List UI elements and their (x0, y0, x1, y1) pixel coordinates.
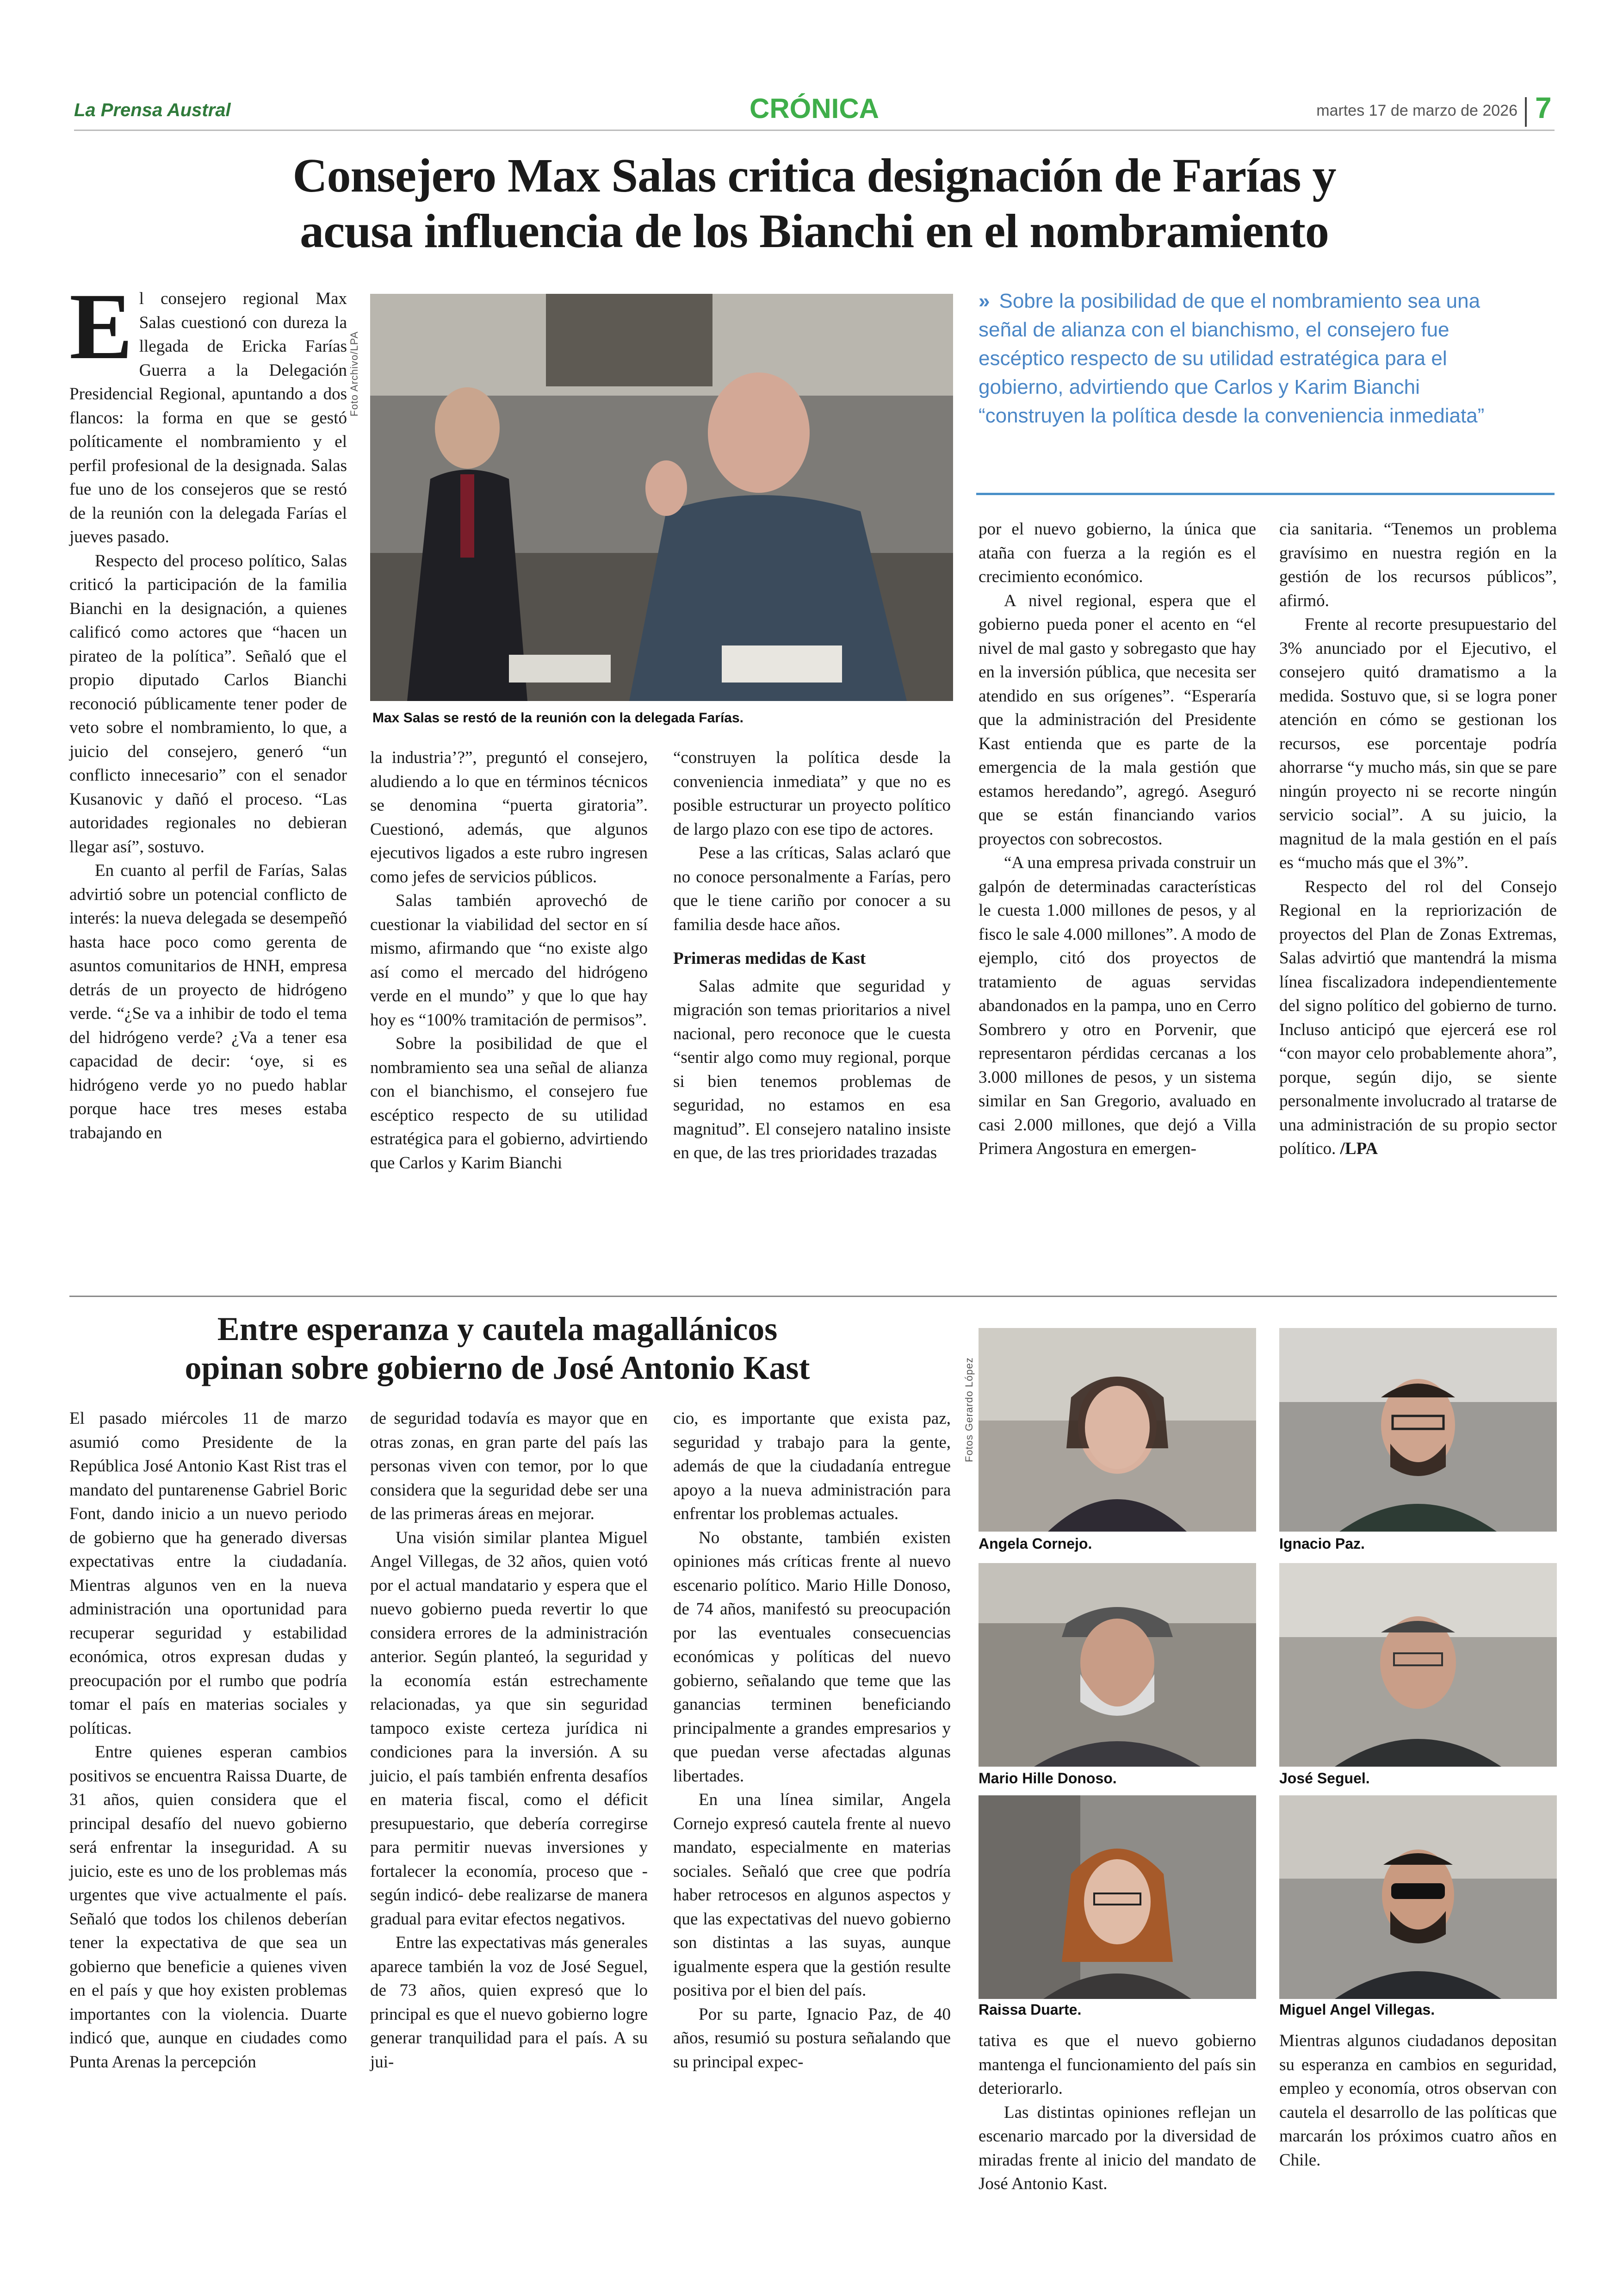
article1-column-5 (1279, 517, 1557, 1161)
paragraph: No obstante, también existen opiniones más críticas frente al nuevo escenario político. Mario Hille Donoso, de 74 años, manifestó su preocupación por las eventuales consecuencias económicas y políticas del nuevo gobierno, señalando que teme que las ganancias terminen beneficiando principalmente a grandes empresarios y que puedan verse afectadas algunas libertades. (673, 1528, 951, 1786)
paragraph: tativa es que el nuevo gobierno mantenga el funcionamiento del país sin deteriorarlo. (979, 2031, 1256, 2098)
article1-column-4 (979, 517, 1256, 1161)
caption-miguel-angel-villegas: Miguel Angel Villegas. (1279, 2001, 1435, 2018)
paragraph: Las distintas opiniones reflejan un escenario marcado por la diversidad de miradas frente al inicio del mandato de José Antonio Kast. (979, 2103, 1256, 2193)
page-number: 7 (1535, 91, 1552, 124)
article2-column-3 (673, 1407, 951, 2074)
paragraph: cia sanitaria. “Tenemos un problema gravísimo en nuestra región en la gestión de los recursos públicos”, afirmó. (1279, 520, 1557, 610)
caption-raissa-duarte: Raissa Duarte. (979, 2001, 1082, 2018)
portrait-raissa-duarte (979, 1795, 1256, 1999)
paragraph: A nivel regional, espera que el gobierno pueda poner el acento en “el nivel de mal gasto y sobregasto que hay en la inversión pública, que necesita ser atendido en sus orígenes”. “Esperaría que la administración del Presidente Kast entienda que es parte de la emergencia de la mala gestión que estamos heredando”, agregó. Aseguró que se están financiando varios proyectos con sobrecostos. (979, 591, 1256, 849)
paragraph-text: Respecto del rol del Consejo Regional en la repriorización de proyectos del Plan de Zonas Extremas, Salas advirtió que mantendrá la misma línea fiscalizadora independientemente del signo político del gobierno de turno. Incluso anticipó que ejercerá ese rol “con mayor celo probablemente ahora”, porque, según dijo, se siente personalmente involucrado al tratarse de una administración de su propio sector político. (1279, 877, 1557, 1158)
paragraph: Una visión similar plantea Miguel Angel Villegas, de 32 años, quien votó por el actual mandatario y espera que el nuevo gobierno pueda revertir lo que considera errores de la administración anterior. Según planteó, la seguridad y la economía están estrechamente relacionadas, ya que sin seguridad tampoco existe certeza jurídica ni condiciones para la inversión. A su juicio, el país también enfrenta desafíos en materia fiscal, como el déficit presupuestario, que debería corregirse para permitir nuevas inversiones y fortalecer la economía, proceso que -según indicó- debe realizarse de manera gradual para evitar efectos negativos. (370, 1528, 648, 1929)
section-title: CRÓNICA (750, 93, 879, 124)
article1-headline (74, 148, 1555, 259)
portrait-illustration (979, 1328, 1256, 1532)
photos-credit: Fotos Gerardo López (963, 1357, 975, 1462)
paragraph: Entre las expectativas más generales aparece también la voz de José Seguel, de 73 años, quien expresó que lo principal es que el nuevo gobierno logre generar tranquilidad para el país. A su jui- (370, 1933, 648, 2072)
caption-mario-hille-donoso: Mario Hille Donoso. (979, 1770, 1117, 1787)
signoff: /LPA (1340, 1139, 1378, 1158)
paragraph: Frente al recorte presupuestario del 3% anunciado por el Ejecutivo, el consejero quitó dramatismo a la medida. Sostuvo que, si se logra poner atención en cómo se gestionan los recursos, ese porcentaje podría ahorrarse “y mucho más, sin que se pare ningún proyecto ni se recorte ningún servicio social”. A su juicio, la magnitud de la mala gestión en el país es “mucho más que el 3%”. (1279, 615, 1557, 872)
paragraph: de seguridad todavía es mayor que en otras zonas, en gran parte del país las personas viven con temor, por lo que considera que la seguridad debe ser una de las primeras áreas en mejorar. (370, 1409, 648, 1523)
article2-column-1 (69, 1407, 347, 2074)
paragraph: “A una empresa privada construir un galpón de determinadas características le cuesta 1.000 millones de pesos, y al fisco le sale 4.000 millones”. A modo de ejemplo, citó dos proyectos de tratamiento de aguas servidas abandonados en la pampa, uno en Cerro Sombrero y otro en Porvenir, que representaron pérdidas cercanas a los 3.000 millones de pesos, y un sistema similar en San Gregorio, avaluado en casi 2.000 millones, que dejó a Villa Primera Angostura en emergen- (979, 853, 1256, 1158)
pull-quote (979, 287, 1487, 430)
article1-column-1 (69, 274, 347, 1145)
portrait-miguel-angel-villegas (1279, 1795, 1557, 1999)
article1-column-3 (673, 746, 951, 1165)
paragraph: En cuanto al perfil de Farías, Salas advirtió sobre un potencial conflicto de interés: la nueva delegada se desempeñó hasta hace poco como gerenta de asuntos comunitarios de HNH, empresa detrás de un proyecto de hidrógeno verde. “¿Se va a inhibir de todo el tema del hidrógeno verde? ¿Va a tener esa capacidad de decir: ‘oye, si es hidrógeno verde yo no puedo hablar porque hace tres meses estaba trabajando en (69, 861, 347, 1142)
pull-quote-rule (976, 493, 1555, 495)
headline-line-1: Consejero Max Salas critica designación de Farías y (292, 149, 1336, 202)
paragraph: l consejero regional Max Salas cuestionó con dureza la llegada de Ericka Farías Guerra a la Delegación Presidencial Regional, apuntando a dos flancos: la forma en que se gestó políticamente el nombramiento y el perfil profesional de la designada. Salas fue uno de los consejeros que se restó de la reunión con la delegada Farías el jueves pasado. (69, 289, 347, 546)
subheading: Primeras medidas de Kast (673, 949, 866, 968)
paragraph: En una línea similar, Angela Cornejo expresó cautela frente al nuevo mandato, especialmente en materias sociales. Señaló que cree que podría haber retrocesos en algunos aspectos y que las expectativas del nuevo gobierno son distintas a las suyas, aunque igualmente espera que la gestión resulte positiva por el bien del país. (673, 1790, 951, 2000)
portrait-ignacio-paz (1279, 1328, 1557, 1532)
paragraph (1279, 875, 1557, 1161)
header-divider (1525, 97, 1527, 127)
pull-quote-text: Sobre la posibilidad de que el nombramiento sea una señal de alianza con el bianchismo, el consejero fue escéptico respecto de su utilidad estratégica para el gobierno, advirtiendo que Carlos y Karim Bianchi “construyen la política desde la conveniencia inmediata” (979, 290, 1485, 427)
headline-line-1: Entre esperanza y cautela magallánicos (217, 1310, 778, 1347)
article1-column-2 (370, 746, 648, 1175)
article2-column-5 (1279, 2029, 1557, 2172)
portrait-illustration (1279, 1328, 1557, 1532)
paragraph: la industria’?”, preguntó el consejero, aludiendo a lo que en términos técnicos se denomina “puerta giratoria”. Cuestionó, además, que algunos ejecutivos ligados a este rubro ingresen como jefes de servicios públicos. (370, 748, 648, 887)
paragraph: El pasado miércoles 11 de marzo asumió como Presidente de la República José Antonio Kast Rist tras el mandato del puntarenense Gabriel Boric Font, dando inicio a un nuevo periodo de gobierno que ha generado diversas expectativas entre la ciudadanía. Mientras algunos ven en la nueva administración una oportunidad para recuperar seguridad y estabilidad económica, otros expresan dudas y preocupación por el rumbo que podría tomar el país en materias sociales y políticas. (69, 1409, 347, 1738)
headline-line-2: opinan sobre gobierno de José Antonio Kast (185, 1349, 810, 1386)
portrait-angela-cornejo (979, 1328, 1256, 1532)
paragraph: “construyen la política desde la conveniencia inmediata” y que no es posible estructurar un proyecto político de largo plazo con ese tipo de actores. (673, 748, 951, 839)
photo-caption: Max Salas se restó de la reunión con la delegada Farías. (372, 710, 743, 726)
paragraph: Entre quienes esperan cambios positivos se encuentra Raissa Duarte, de 31 años, quien considera que el principal desafío del nuevo gobierno será enfrentar la inseguridad. A su juicio, este es uno de los problemas más urgentes que vive actualmente el país. Señaló que todos los chilenos deberían tener la expectativa de que sea un gobierno que beneficie a quienes viven en el país y que hoy existen problemas importantes con la violencia. Duarte indicó que, aunque en ciudades como Punta Arenas la percepción (69, 1743, 347, 2072)
paragraph: Pese a las críticas, Salas aclaró que no conoce personalmente a Farías, pero que le tiene cariño por conocer a su familia desde hace años. (673, 844, 951, 934)
headline-line-2: acusa influencia de los Bianchi en el nombramiento (300, 205, 1329, 258)
paragraph: Mientras algunos ciudadanos depositan su esperanza en cambios en seguridad, empleo y economía, otros observan con cautela el desarrollo de las políticas que marcarán los próximos cuatro años en Chile. (1279, 2031, 1557, 2170)
article2-headline (69, 1309, 925, 1387)
issue-date: martes 17 de marzo de 2026 (1316, 102, 1518, 119)
caption-ignacio-paz: Ignacio Paz. (1279, 1535, 1365, 1552)
photo-credit: Foto Archivo/LPA (348, 331, 360, 416)
portrait-illustration (1279, 1563, 1557, 1767)
article2-column-2 (370, 1407, 648, 2074)
paragraph: Salas admite que seguridad y migración son temas prioritarios a nivel nacional, pero reconoce que le cuesta “sentir algo como muy regional, porque si bien tenemos problemas de seguridad, no estamos en esa magnitud”. El consejero natalino insiste en que, de las tres prioridades trazadas (673, 976, 951, 1162)
meeting-photo-illustration (370, 294, 953, 701)
portrait-illustration (979, 1795, 1256, 1999)
paragraph: Respecto del proceso político, Salas criticó la participación de la familia Bianchi en la designación, a quienes calificó como actores que “hacen un pirateo de la política”. Señaló que el propio diputado Carlos Bianchi reconoció públicamente tener poder de veto sobre el nombramiento, lo que, a juicio del consejero, generó “un conflicto innecesario” con el senador Kusanovic y dañó el proceso. “Las autoridades regionales no debieran llegar así”, sostuvo. (69, 551, 347, 856)
masthead: La Prensa Austral (74, 100, 231, 120)
chevron-right-icon: » (979, 290, 990, 312)
paragraph: por el nuevo gobierno, la única que ataña con fuerza a la región es el crecimiento económico. (979, 520, 1256, 586)
portrait-illustration (1279, 1795, 1557, 1999)
article2-column-4 (979, 2029, 1256, 2196)
portrait-jose-seguel (1279, 1563, 1557, 1767)
portrait-mario-hille-donoso (979, 1563, 1256, 1767)
max-salas-photo (370, 294, 953, 701)
article-divider (69, 1296, 1557, 1297)
caption-jose-seguel: José Seguel. (1279, 1770, 1370, 1787)
portrait-illustration (979, 1563, 1256, 1767)
dropcap: E (69, 274, 133, 379)
paragraph: Sobre la posibilidad de que el nombramiento sea una señal de alianza con el bianchismo, el consejero fue escéptico respecto de su utilidad estratégica para el gobierno, advirtiendo que Carlos y Karim Bianchi (370, 1034, 648, 1173)
paragraph: cio, es importante que exista paz, seguridad y trabajo para la gente, además de que la ciudadanía entregue apoyo a la nueva administración para enfrentar los problemas actuales. (673, 1409, 951, 1523)
header-rule (74, 130, 1555, 131)
caption-angela-cornejo: Angela Cornejo. (979, 1535, 1092, 1552)
paragraph: Salas también aprovechó de cuestionar la viabilidad del sector en sí mismo, afirmando que “no existe algo así como el mercado del hidrógeno verde en el mundo” y que lo que hay hoy es “100% tramitación de permisos”. (370, 891, 648, 1030)
paragraph: Por su parte, Ignacio Paz, de 40 años, resumió su postura señalando que su principal expec- (673, 2004, 951, 2072)
